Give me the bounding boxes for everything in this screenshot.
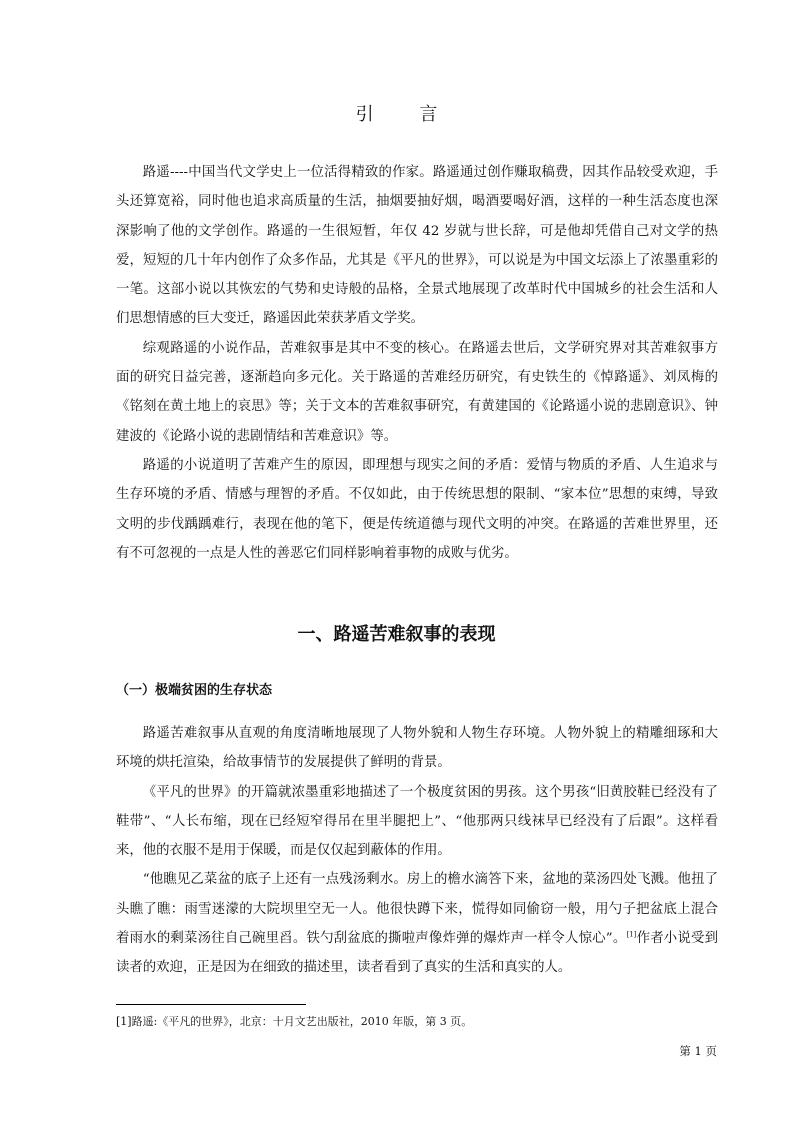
intro-paragraph-1: 路遥----中国当代文学史上一位活得精致的作家。路遥通过创作赚取稿费，因其作品较受欢迎，手头还算宽裕，同时他也追求高质量的生活，抽烟要抽好烟，喝酒要喝好酒，这样的一种生活态度也深深影响了他的文学创作。路遥的一生很短暂，年仅 42 岁就与世长辞，可是他却凭借自己对文学的热爱，短短的几十年内创作了众多作品，尤其是《平凡的世界》，可以说是为中国文坛添上了浓墨重彩的一笔。这部小说以其恢宏的气势和史诗般的品格，全景式地展现了改革时代中国城乡的社会生活和人们思想情感的巨大变迁，路遥因此荣获茅盾文学奖。 xyxy=(116,165,718,327)
section-body xyxy=(116,719,718,983)
introduction-body xyxy=(116,158,718,568)
intro-paragraph-3: 路遥的小说道明了苦难产生的原因，即理想与现实之间的矛盾：爱情与物质的矛盾、人生追求与生存环境的矛盾、情感与理智的矛盾。不仅如此，由于传统思想的限制、“家本位”思想的束缚，导致文明的步伐踽踽难行，表现在他的笔下，便是传统道德与现代文明的冲突。在路遥的苦难世界里，还有不可忽视的一点是人性的善恶它们同样影响着事物的成败与优劣。 xyxy=(116,457,718,561)
quote-text: “他瞧见乙菜盆的底子上还有一点残汤剩水。房上的檐水滴答下来，盆地的菜汤四处飞溅。他扭了头瞧了瞧：雨雪迷濛的大院坝里空无一人。他很快蹲下来，慌得如同偷窃一般，用勺子把盆底上混合着雨水的剩菜汤往自己碗里舀。铁勺刮盆底的撕啦声像炸弹的爆炸声一样令人惊心”。 xyxy=(116,872,718,947)
footnote-divider xyxy=(116,1004,306,1005)
footnote-reference[interactable]: [1] xyxy=(626,930,637,939)
page-number: 第 1 页 xyxy=(679,1044,717,1058)
section-paragraph-2: 《平凡的世界》的开篇就浓墨重彩地描述了一个极度贫困的男孩。这个男孩“旧黄胶鞋已经没有了鞋带”、“人长布缩，现在已经短窄得吊在里半腿把上”、“他那两只线袜早已经没有了后跟”。这样看来，他的衣服不是用于保暖，而是仅仅起到蔽体的作用。 xyxy=(116,784,718,859)
subsection-heading: （一）极端贫困的生存状态 xyxy=(116,683,273,698)
quote-paragraph xyxy=(116,865,718,982)
section-heading: 一、路遥苦难叙事的表现 xyxy=(297,624,496,645)
footnote: [1]路遥:《平凡的世界》，北京：十月文艺出版社，2010 年版，第 3 页。 xyxy=(116,1015,473,1028)
intro-paragraph-2: 综观路遥的小说作品，苦难叙事是其中不变的核心。在路遥去世后，文学研究界对其苦难叙事方面的研究日益完善，逐渐趋向多元化。关于路遥的苦难经历研究，有史铁生的《悼路遥》、刘凤梅的《铭刻在黄土地上的哀思》等；关于文本的苦难叙事研究，有黄建国的《论路遥小说的悲剧意识》、钟建波的《论路小说的悲剧情结和苦难意识》等。 xyxy=(116,340,718,444)
section-paragraph-1: 路遥苦难叙事从直观的角度清晰地展现了人物外貌和人物生存环境。人物外貌上的精雕细琢和大环境的烘托渲染，给故事情节的发展提供了鲜明的背景。 xyxy=(116,726,718,771)
page-title: 引 言 xyxy=(355,104,458,125)
quote-commentary: 作者小说受到读者的欢迎，正是因为在细致的描述里，读者看到了真实的生活和真实的人。 xyxy=(116,931,719,976)
